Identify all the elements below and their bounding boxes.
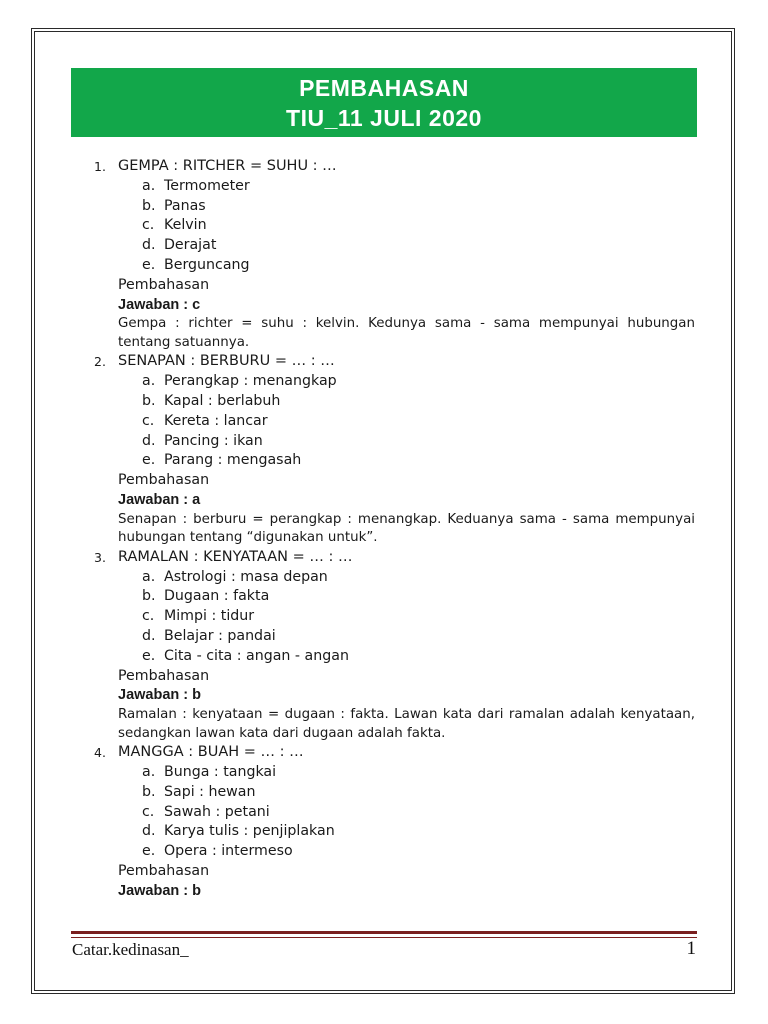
option-text: Karya tulis : penjiplakan	[164, 823, 335, 840]
option-text: Parang : mengasah	[164, 452, 302, 469]
option-text: Berguncang	[164, 256, 250, 273]
option-e	[142, 256, 695, 276]
option-e	[142, 451, 695, 471]
option-letter: a.	[142, 568, 156, 585]
question-prompt: GEMPA : RITCHER = SUHU : …	[118, 158, 337, 174]
question-1	[94, 157, 695, 352]
option-letter: e.	[142, 452, 156, 469]
option-letter: a.	[142, 177, 156, 194]
option-letter: e.	[142, 256, 156, 273]
option-c	[142, 803, 695, 823]
option-letter: c.	[142, 803, 155, 820]
question-number: 3.	[94, 549, 106, 565]
option-letter: b.	[142, 197, 156, 214]
answer-label: Jawaban : c	[118, 296, 201, 313]
question-number: 1.	[94, 159, 106, 174]
option-list	[118, 763, 695, 862]
option-text: Kereta : lancar	[164, 412, 268, 429]
explanation-text: Ramalan : kenyataan = dugaan : fakta. Lawan kata dari ramalan adalah kenyataan, sedangkan lawan kata dari dugaan adalah fakta.	[118, 707, 695, 741]
question-4	[94, 743, 695, 901]
pembahasan-label: Pembahasan	[118, 472, 210, 489]
header-subtitle: TIU_11 JULI 2020	[286, 105, 482, 131]
option-c	[142, 412, 695, 432]
explanation-text: Senapan : berburu = perangkap : menangkap. Keduanya sama - sama mempunyai hubungan tentang “digunakan untuk”.	[118, 511, 695, 546]
header-title: PEMBAHASAN	[299, 75, 469, 101]
option-text: Pancing : ikan	[164, 432, 263, 449]
option-d	[142, 432, 695, 452]
option-list	[118, 372, 695, 471]
option-text: Belajar : pandai	[164, 627, 276, 644]
answer-label: Jawaban : b	[118, 687, 201, 704]
option-text: Derajat	[164, 237, 217, 254]
option-text: Termometer	[164, 177, 250, 194]
question-prompt: RAMALAN : KENYATAAN = … : …	[118, 548, 353, 565]
option-d	[142, 236, 695, 256]
option-letter: a.	[142, 373, 156, 390]
footer-source: Catar.kedinasan_	[72, 940, 189, 959]
question-2	[94, 352, 695, 547]
option-a	[142, 568, 695, 588]
question-prompt: MANGGA : BUAH = … : …	[118, 744, 304, 761]
answer-label: Jawaban : b	[118, 882, 201, 899]
option-letter: c.	[142, 608, 155, 625]
option-letter: a.	[142, 763, 156, 780]
option-text: Panas	[164, 197, 206, 214]
option-d	[142, 627, 695, 647]
option-text: Cita - cita : angan - angan	[164, 647, 349, 664]
option-e	[142, 647, 695, 667]
page-number: 1	[686, 938, 696, 959]
question-number: 4.	[94, 745, 106, 761]
pembahasan-label: Pembahasan	[118, 862, 210, 879]
option-text: Astrologi : masa depan	[164, 568, 328, 585]
option-letter: e.	[142, 647, 156, 664]
option-text: Opera : intermeso	[164, 843, 293, 860]
option-text: Perangkap : menangkap	[164, 373, 337, 390]
option-text: Mimpi : tidur	[164, 608, 255, 625]
option-b	[142, 783, 695, 803]
question-number: 2.	[94, 354, 106, 370]
option-text: Kelvin	[164, 217, 207, 234]
option-letter: d.	[142, 432, 156, 449]
option-d	[142, 822, 695, 842]
option-letter: c.	[142, 217, 155, 234]
option-text: Sawah : petani	[164, 803, 270, 820]
option-letter: b.	[142, 392, 156, 409]
header-banner	[71, 68, 697, 137]
option-c	[142, 607, 695, 627]
option-letter: e.	[142, 843, 156, 860]
option-b	[142, 587, 695, 607]
option-e	[142, 842, 695, 862]
pembahasan-label: Pembahasan	[118, 667, 210, 684]
option-a	[142, 763, 695, 783]
question-list	[94, 157, 695, 902]
answer-label: Jawaban : a	[118, 491, 201, 508]
explanation-text: Gempa : richter = suhu : kelvin. Kedunya sama - sama mempunyai hubungan tentang satuannya.	[118, 316, 695, 350]
option-list	[118, 568, 695, 667]
footer-rule	[71, 931, 697, 938]
option-letter: b.	[142, 783, 156, 800]
option-text: Bunga : tangkai	[164, 763, 277, 780]
question-3	[94, 548, 695, 743]
pembahasan-label: Pembahasan	[118, 276, 210, 293]
option-letter: b.	[142, 588, 156, 605]
option-c	[142, 216, 695, 236]
option-a	[142, 372, 695, 392]
option-b	[142, 197, 695, 217]
option-letter: d.	[142, 237, 156, 254]
option-b	[142, 392, 695, 412]
option-text: Kapal : berlabuh	[164, 392, 281, 409]
option-letter: c.	[142, 412, 155, 429]
option-a	[142, 177, 695, 197]
option-text: Sapi : hewan	[164, 783, 256, 800]
question-prompt: SENAPAN : BERBURU = … : …	[118, 353, 335, 370]
option-letter: d.	[142, 627, 156, 644]
option-text: Dugaan : fakta	[164, 588, 270, 605]
option-letter: d.	[142, 823, 156, 840]
option-list	[118, 177, 695, 276]
